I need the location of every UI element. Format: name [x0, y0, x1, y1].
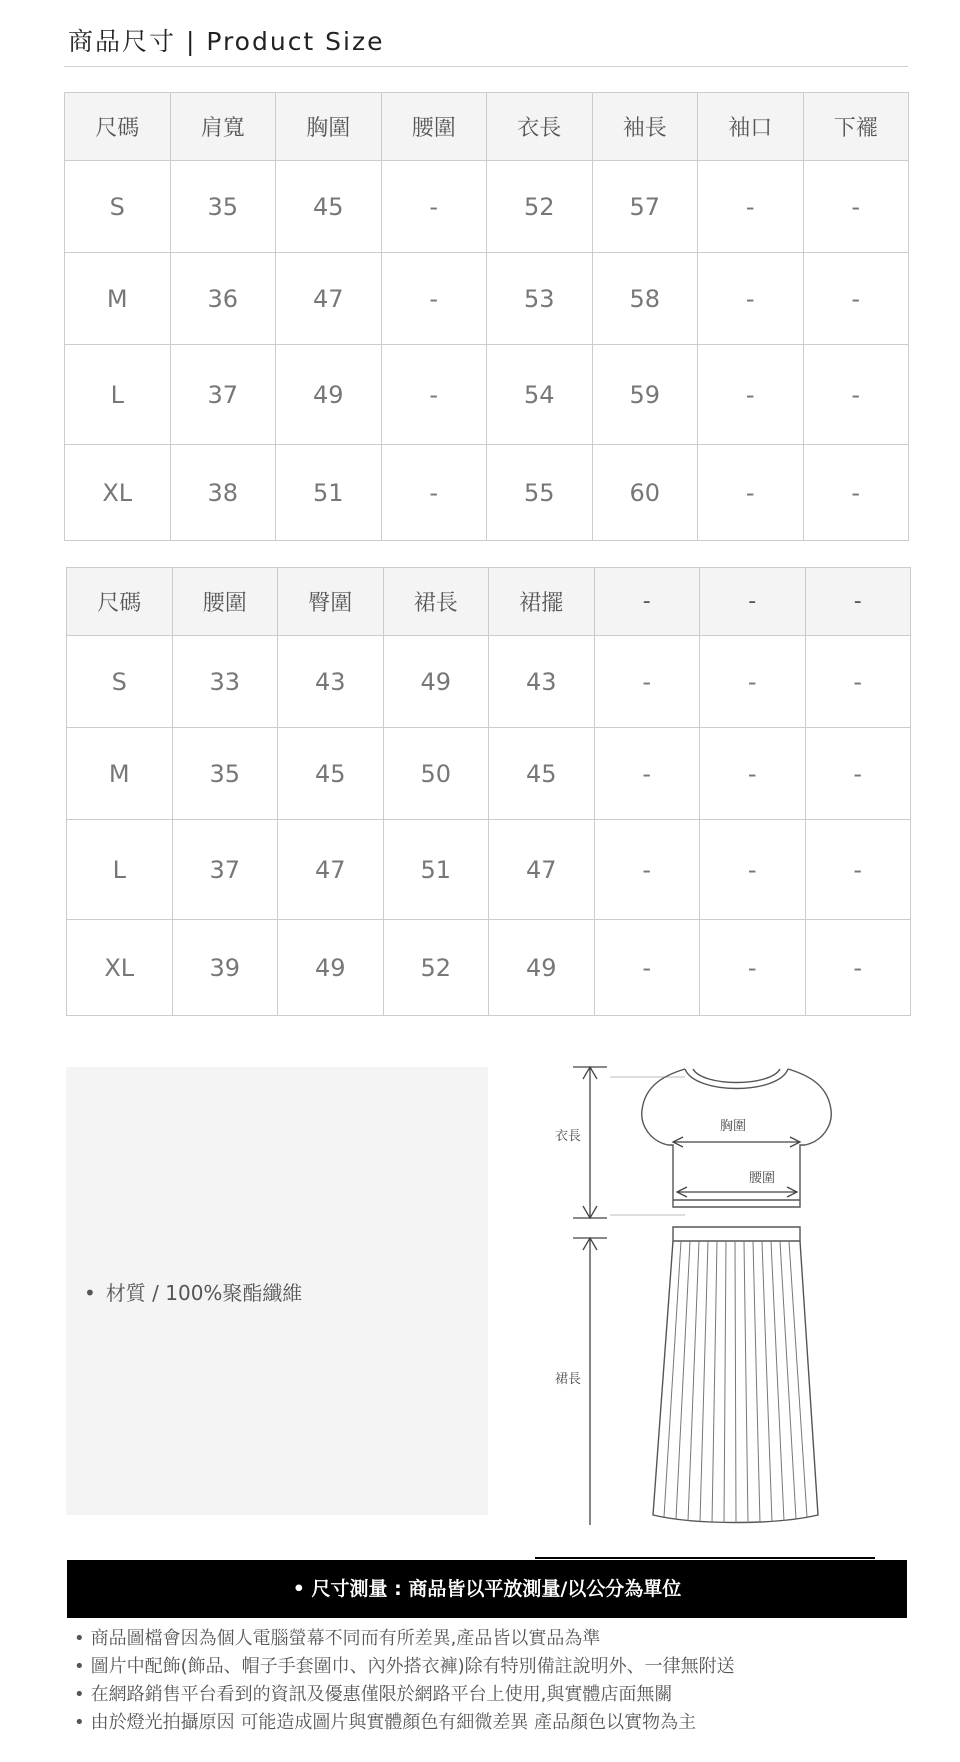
header-cell: 下襬: [803, 93, 909, 161]
table-cell: -: [698, 253, 804, 345]
header-cell: -: [805, 568, 911, 636]
table-cell: 45: [276, 161, 382, 253]
header-cell: -: [700, 568, 806, 636]
top-length-label: 衣長: [555, 1129, 582, 1144]
table-cell: 47: [278, 820, 384, 920]
header-cell: -: [594, 568, 700, 636]
list-item: [74, 1625, 735, 1653]
table-cell: XL: [65, 445, 171, 541]
header-cell: 袖長: [592, 93, 698, 161]
table-cell: -: [381, 345, 487, 445]
table-cell: -: [594, 728, 700, 820]
table-row: [65, 253, 909, 345]
table-cell: L: [65, 345, 171, 445]
table-cell: -: [700, 820, 806, 920]
table-cell: -: [594, 820, 700, 920]
table-cell: L: [67, 820, 173, 920]
table-cell: 53: [487, 253, 593, 345]
header-cell: 裙擺: [489, 568, 595, 636]
table-cell: 60: [592, 445, 698, 541]
table-cell: 51: [383, 820, 489, 920]
table-cell: M: [65, 253, 171, 345]
table-cell: 35: [170, 161, 276, 253]
table-cell: M: [67, 728, 173, 820]
note-text: 由於燈光拍攝原因 可能造成圖片與實體顏色有細微差異 產品顏色以實物為主: [90, 1712, 697, 1733]
table-cell: 39: [172, 920, 278, 1016]
measurement-banner: • 尺寸測量 : 商品皆以平放測量/以公分為單位: [67, 1560, 907, 1618]
table-cell: S: [67, 636, 173, 728]
table-row: [67, 820, 911, 920]
table-header-row: [65, 93, 909, 161]
table-cell: 45: [489, 728, 595, 820]
guide-lines: [610, 1077, 685, 1215]
list-item: [74, 1653, 735, 1681]
bullet: •: [74, 1656, 85, 1677]
table-cell: 55: [487, 445, 593, 541]
table-cell: 47: [276, 253, 382, 345]
table-cell: -: [805, 728, 911, 820]
waist-arrow: [677, 1187, 797, 1197]
note-text: 圖片中配飾(飾品、帽子手套圍巾、內外搭衣褲)除有特別備註說明外、一律無附送: [90, 1656, 735, 1677]
header-cell: 肩寬: [170, 93, 276, 161]
bullet: •: [74, 1712, 85, 1733]
measurement-diagram: [545, 1055, 865, 1525]
table-cell: 36: [170, 253, 276, 345]
skirt-size-table: [66, 567, 911, 1016]
table-cell: 57: [592, 161, 698, 253]
table-cell: 37: [170, 345, 276, 445]
table-cell: 58: [592, 253, 698, 345]
table-cell: -: [698, 161, 804, 253]
table-cell: 45: [278, 728, 384, 820]
table-row: [65, 445, 909, 541]
banner-accent-line: [535, 1557, 875, 1559]
header-cell: 尺碼: [65, 93, 171, 161]
table-cell: -: [698, 445, 804, 541]
table-cell: XL: [67, 920, 173, 1016]
note-text: 商品圖檔會因為個人電腦螢幕不同而有所差異,產品皆以實品為準: [90, 1628, 601, 1649]
table-cell: 38: [170, 445, 276, 541]
table-cell: 49: [278, 920, 384, 1016]
table-cell: 50: [383, 728, 489, 820]
table-cell: 35: [172, 728, 278, 820]
table-cell: -: [803, 161, 909, 253]
table-row: [67, 636, 911, 728]
material-info: [84, 1277, 302, 1306]
table-row: [65, 345, 909, 445]
material-text: 材質 / 100%聚酯纖維: [105, 1281, 303, 1305]
notes-list: [74, 1625, 735, 1737]
table-cell: -: [698, 345, 804, 445]
table-cell: 51: [276, 445, 382, 541]
table-cell: -: [805, 920, 911, 1016]
table-cell: -: [381, 161, 487, 253]
table-cell: 52: [487, 161, 593, 253]
waist-label: 腰圍: [749, 1171, 776, 1186]
table-cell: -: [700, 920, 806, 1016]
material-panel: [66, 1067, 488, 1515]
table-cell: 54: [487, 345, 593, 445]
table-cell: 49: [383, 636, 489, 728]
table-cell: -: [803, 345, 909, 445]
table-cell: -: [803, 253, 909, 345]
table-cell: -: [805, 636, 911, 728]
title-divider: [64, 66, 908, 67]
header-cell: 腰圍: [172, 568, 278, 636]
header-cell: 袖口: [698, 93, 804, 161]
crop-top-outline: [642, 1069, 832, 1207]
bullet: •: [74, 1684, 85, 1705]
table-cell: -: [805, 820, 911, 920]
list-item: [74, 1681, 735, 1709]
header-cell: 腰圍: [381, 93, 487, 161]
table-cell: -: [803, 445, 909, 541]
table-cell: 37: [172, 820, 278, 920]
skirt-pleats: [664, 1241, 807, 1523]
table-cell: -: [700, 636, 806, 728]
table-row: [67, 728, 911, 820]
table-cell: -: [594, 920, 700, 1016]
header-cell: 裙長: [383, 568, 489, 636]
bullet: •: [84, 1281, 96, 1305]
table-cell: 52: [383, 920, 489, 1016]
table-cell: -: [700, 728, 806, 820]
table-cell: 59: [592, 345, 698, 445]
table-cell: -: [381, 445, 487, 541]
skirt-length-label: 裙長: [555, 1372, 582, 1387]
table-cell: 33: [172, 636, 278, 728]
table-cell: S: [65, 161, 171, 253]
header-cell: 胸圍: [276, 93, 382, 161]
table-cell: 43: [489, 636, 595, 728]
table-cell: -: [594, 636, 700, 728]
table-header-row: [67, 568, 911, 636]
top-size-table: [64, 92, 909, 541]
header-cell: 衣長: [487, 93, 593, 161]
table-row: [67, 920, 911, 1016]
list-item: [74, 1709, 735, 1737]
table-row: [65, 161, 909, 253]
header-cell: 尺碼: [67, 568, 173, 636]
header-cell: 臀圍: [278, 568, 384, 636]
table-cell: 49: [489, 920, 595, 1016]
table-cell: -: [381, 253, 487, 345]
page-title: 商品尺寸 | Product Size: [68, 27, 385, 56]
bullet: •: [74, 1628, 85, 1649]
table-cell: 43: [278, 636, 384, 728]
note-text: 在網路銷售平台看到的資訊及優惠僅限於網路平台上使用,與實體店面無關: [90, 1684, 673, 1705]
table-cell: 49: [276, 345, 382, 445]
table-cell: 47: [489, 820, 595, 920]
chest-arrow: [673, 1137, 800, 1147]
chest-label: 胸圍: [720, 1119, 747, 1134]
